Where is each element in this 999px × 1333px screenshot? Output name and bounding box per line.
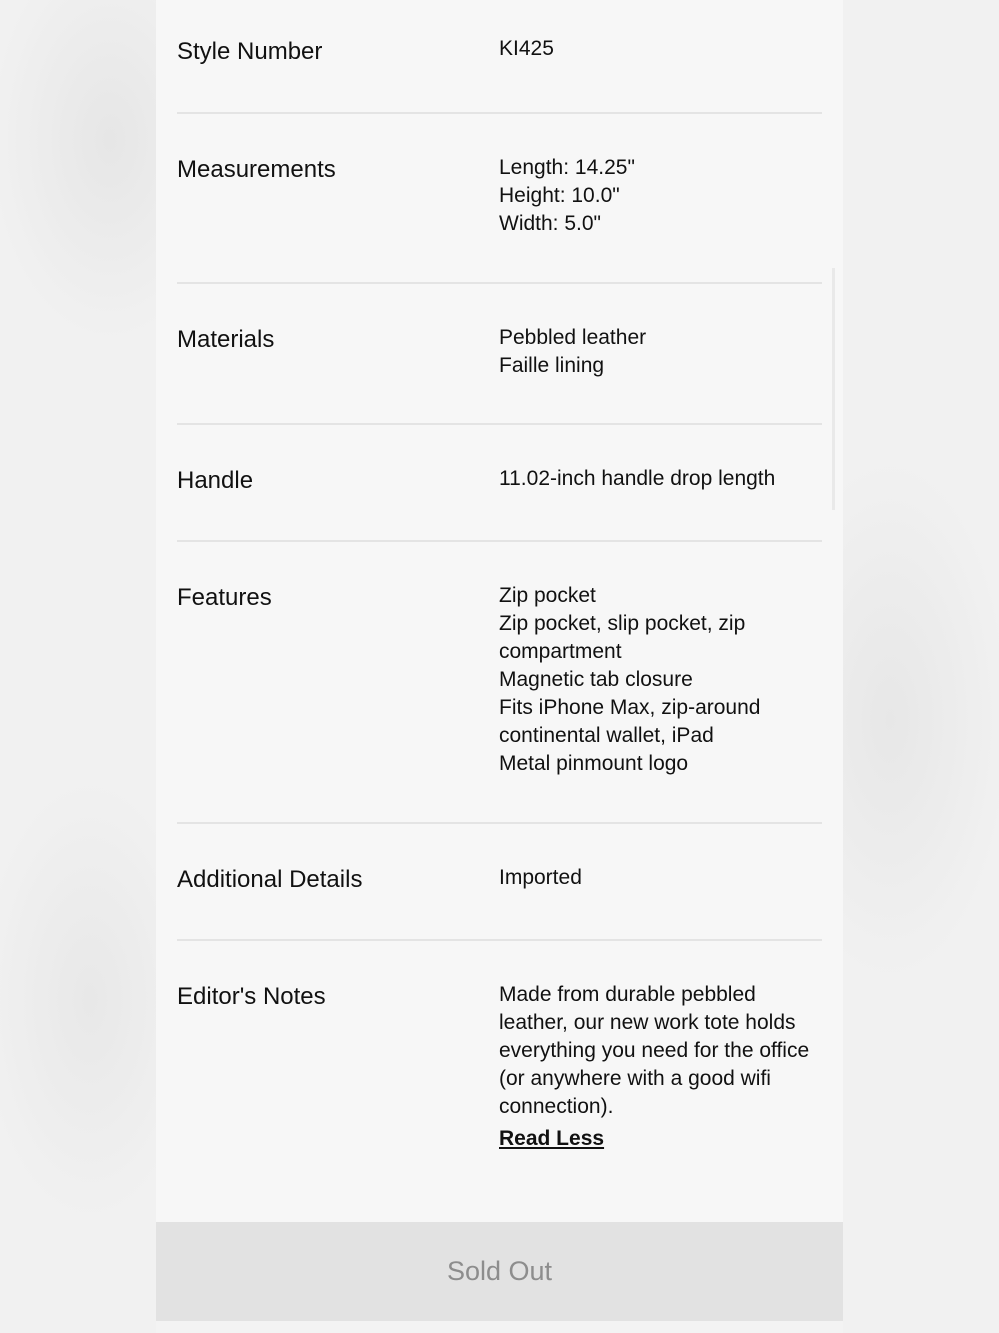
style-number-value: KI425 [499, 37, 554, 60]
detail-label: Style Number [177, 38, 323, 65]
divider [177, 423, 822, 425]
measurement-height: Height: 10.0" [499, 184, 620, 207]
read-less-link[interactable]: Read Less [499, 1127, 605, 1150]
detail-label: Editor's Notes [177, 983, 326, 1010]
detail-label: Additional Details [177, 866, 363, 893]
detail-value [499, 324, 822, 380]
detail-label: Features [177, 584, 272, 611]
feature-item: Zip pocket [499, 584, 596, 607]
detail-value [499, 154, 822, 238]
divider [177, 540, 822, 542]
detail-label: Handle [177, 467, 254, 494]
detail-label: Measurements [177, 156, 336, 183]
measurement-length: Length: 14.25" [499, 156, 635, 179]
divider [177, 112, 822, 114]
material-item: Pebbled leather [499, 326, 647, 349]
scrollbar[interactable] [832, 268, 835, 510]
feature-item: Fits iPhone Max, zip-around continental wallet, iPad [499, 696, 761, 747]
detail-label: Materials [177, 326, 275, 353]
feature-item: Magnetic tab closure [499, 668, 693, 691]
material-item: Faille lining [499, 354, 605, 377]
bottom-strip [156, 1321, 843, 1333]
divider [177, 282, 822, 284]
detail-value [499, 465, 822, 493]
detail-value [499, 981, 822, 1153]
additional-detail-item: Imported [499, 866, 582, 889]
detail-value [499, 582, 822, 778]
divider [177, 939, 822, 941]
feature-item: Metal pinmount logo [499, 752, 689, 775]
detail-value [499, 35, 822, 63]
detail-value [499, 864, 822, 892]
divider [177, 822, 822, 824]
sold-out-button[interactable]: Sold Out [156, 1222, 843, 1321]
measurement-width: Width: 5.0" [499, 212, 601, 235]
feature-item: Zip pocket, slip pocket, zip compartment [499, 612, 746, 663]
handle-value: 11.02-inch handle drop length [499, 467, 776, 490]
editors-notes-text: Made from durable pebbled leather, our new work tote holds everything you need for the office (or anywhere with a good wifi connection). [499, 983, 810, 1118]
